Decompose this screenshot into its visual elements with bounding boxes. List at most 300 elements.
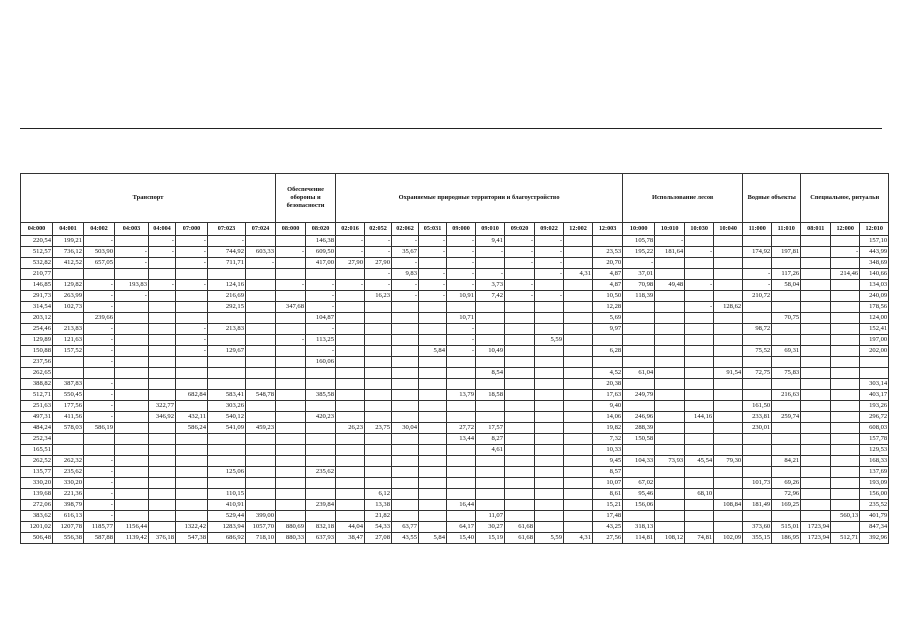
table-cell: 69,26 (772, 478, 801, 489)
table-row (21, 445, 889, 456)
table-cell (801, 324, 831, 335)
table-cell (276, 500, 306, 511)
table-cell: 262,65 (21, 368, 53, 379)
table-cell (246, 346, 276, 357)
table-cell: 385,58 (306, 390, 336, 401)
table-cell (655, 511, 685, 522)
table-cell (714, 412, 743, 423)
table-cell: 303,26 (208, 401, 246, 412)
table-cell (149, 467, 176, 478)
table-cell (801, 335, 831, 346)
table-cell: 157,78 (860, 434, 889, 445)
table-cell (392, 412, 419, 423)
table-cell: 199,21 (53, 236, 84, 247)
table-cell: 13,79 (447, 390, 476, 401)
table-cell: 506,48 (21, 533, 53, 544)
column-code: 02:062 (392, 223, 419, 236)
table-cell (564, 478, 593, 489)
table-cell: 637,93 (306, 533, 336, 544)
table-cell (276, 478, 306, 489)
table-cell (535, 445, 564, 456)
table-cell (685, 236, 714, 247)
table-cell (801, 500, 831, 511)
column-code: 04:000 (21, 223, 53, 236)
table-cell (564, 280, 593, 291)
table-cell: 347,68 (276, 302, 306, 313)
column-code: 11:000 (743, 223, 772, 236)
table-cell (306, 368, 336, 379)
table-cell (505, 269, 535, 280)
table-cell (392, 335, 419, 346)
table-cell (208, 478, 246, 489)
table-cell: 61,68 (505, 533, 535, 544)
table-cell: - (743, 280, 772, 291)
table-cell: 240,09 (860, 291, 889, 302)
table-cell: - (306, 291, 336, 302)
table-cell (714, 467, 743, 478)
table-cell (860, 357, 889, 368)
table-cell: - (476, 269, 505, 280)
table-cell: 392,96 (860, 533, 889, 544)
table-cell (593, 357, 623, 368)
table-cell: - (365, 236, 392, 247)
table-cell: 117,26 (772, 269, 801, 280)
column-code: 10:010 (655, 223, 685, 236)
table-cell: 178,56 (860, 302, 889, 313)
table-cell: - (392, 280, 419, 291)
table-cell: 5,84 (419, 346, 447, 357)
table-cell: - (743, 269, 772, 280)
table-cell (801, 478, 831, 489)
table-row (21, 335, 889, 346)
table-cell: 1201,02 (21, 522, 53, 533)
table-cell (801, 280, 831, 291)
table-cell (685, 346, 714, 357)
table-cell: 9,97 (593, 324, 623, 335)
table-cell (564, 368, 593, 379)
table-cell (564, 434, 593, 445)
table-cell (801, 401, 831, 412)
table-cell (772, 236, 801, 247)
table-cell: 137,69 (860, 467, 889, 478)
table-cell: - (505, 258, 535, 269)
table-cell (801, 489, 831, 500)
table-cell (276, 269, 306, 280)
table-cell: 512,71 (21, 390, 53, 401)
table-cell: 1057,70 (246, 522, 276, 533)
table-cell: 8,27 (476, 434, 505, 445)
table-cell: 160,06 (306, 357, 336, 368)
table-cell (535, 522, 564, 533)
table-cell: 21,82 (365, 511, 392, 522)
table-cell (535, 456, 564, 467)
table-cell: 75,83 (772, 368, 801, 379)
table-cell (115, 423, 149, 434)
table-cell (655, 478, 685, 489)
table-cell: 233,81 (743, 412, 772, 423)
table-cell (685, 291, 714, 302)
table-cell (772, 324, 801, 335)
table-cell (505, 368, 535, 379)
table-cell (505, 390, 535, 401)
table-cell (176, 489, 208, 500)
table-cell (246, 269, 276, 280)
table-cell (714, 379, 743, 390)
table-cell (505, 379, 535, 390)
table-cell: 43,55 (392, 533, 419, 544)
table-cell (392, 401, 419, 412)
table-cell (772, 258, 801, 269)
table-cell: - (84, 489, 115, 500)
table-cell: 4,52 (593, 368, 623, 379)
table-cell: 161,50 (743, 401, 772, 412)
table-cell: 9,40 (593, 401, 623, 412)
table-cell (623, 511, 655, 522)
table-cell (655, 368, 685, 379)
column-code: 07:000 (176, 223, 208, 236)
table-cell: 38,47 (336, 533, 365, 544)
table-cell: 174,92 (743, 247, 772, 258)
table-cell: - (336, 236, 365, 247)
table-cell: 254,46 (21, 324, 53, 335)
table-cell (115, 390, 149, 401)
table-cell (476, 324, 505, 335)
table-cell: - (392, 291, 419, 302)
table-cell: 1156,44 (115, 522, 149, 533)
table-cell (276, 511, 306, 522)
table-cell (447, 302, 476, 313)
table-cell (392, 346, 419, 357)
table-cell (176, 478, 208, 489)
table-cell: 213,83 (208, 324, 246, 335)
table-cell (535, 489, 564, 500)
table-cell: 3,73 (476, 280, 505, 291)
table-cell (831, 423, 860, 434)
table-cell: - (208, 236, 246, 247)
table-cell: 23,53 (593, 247, 623, 258)
table-cell (535, 500, 564, 511)
column-code: 04:003 (115, 223, 149, 236)
table-cell (655, 434, 685, 445)
table-cell (831, 456, 860, 467)
table-cell: 4,31 (564, 533, 593, 544)
table-cell: 8,61 (593, 489, 623, 500)
table-cell (505, 434, 535, 445)
table-cell: 129,67 (208, 346, 246, 357)
table-cell: - (176, 236, 208, 247)
table-cell (336, 445, 365, 456)
table-cell: 210,72 (743, 291, 772, 302)
table-cell (801, 357, 831, 368)
table-cell (743, 313, 772, 324)
table-cell (246, 500, 276, 511)
table-cell: 1139,42 (115, 533, 149, 544)
table-cell: 303,14 (860, 379, 889, 390)
table-cell (714, 247, 743, 258)
table-cell (447, 445, 476, 456)
table-cell (476, 258, 505, 269)
table-cell: - (306, 302, 336, 313)
table-cell: 121,63 (53, 335, 84, 346)
table-cell: 376,18 (149, 533, 176, 544)
table-cell: 146,85 (21, 280, 53, 291)
table-cell (476, 478, 505, 489)
table-cell: 556,38 (53, 533, 84, 544)
table-cell (306, 269, 336, 280)
table-cell (336, 324, 365, 335)
table-cell (149, 511, 176, 522)
table-cell: - (276, 335, 306, 346)
table-cell (535, 467, 564, 478)
table-cell (276, 412, 306, 423)
table-cell (714, 269, 743, 280)
table-cell (564, 412, 593, 423)
table-cell: 69,31 (772, 346, 801, 357)
table-cell: 235,52 (860, 500, 889, 511)
table-cell: 7,32 (593, 434, 623, 445)
table-cell (801, 379, 831, 390)
table-cell: 608,03 (860, 423, 889, 434)
table-cell (306, 434, 336, 445)
table-cell: 547,38 (176, 533, 208, 544)
table-cell (801, 258, 831, 269)
table-cell (53, 434, 84, 445)
table-cell: 314,54 (21, 302, 53, 313)
table-cell (685, 357, 714, 368)
table-cell: 157,10 (860, 236, 889, 247)
table-cell: - (505, 236, 535, 247)
table-cell (593, 236, 623, 247)
table-cell (535, 390, 564, 401)
data-table (20, 173, 889, 544)
table-cell: 104,33 (623, 456, 655, 467)
table-cell (685, 368, 714, 379)
table-cell (564, 390, 593, 401)
table-row (21, 346, 889, 357)
table-cell (535, 401, 564, 412)
table-cell: 181,64 (655, 247, 685, 258)
table-cell (623, 346, 655, 357)
table-cell: 168,33 (860, 456, 889, 467)
table-cell (476, 489, 505, 500)
table-cell (801, 456, 831, 467)
table-cell: 108,12 (655, 533, 685, 544)
table-cell (801, 467, 831, 478)
table-cell (246, 467, 276, 478)
table-cell: - (447, 324, 476, 335)
table-cell (831, 291, 860, 302)
table-cell: - (505, 247, 535, 258)
table-cell (714, 335, 743, 346)
table-cell: 237,56 (21, 357, 53, 368)
table-cell: 355,15 (743, 533, 772, 544)
table-cell (176, 357, 208, 368)
table-cell (276, 445, 306, 456)
table-cell (447, 357, 476, 368)
table-cell: 16,23 (365, 291, 392, 302)
table-cell (743, 390, 772, 401)
table-cell: - (84, 401, 115, 412)
table-cell: 420,23 (306, 412, 336, 423)
table-cell: 432,11 (176, 412, 208, 423)
table-cell (84, 445, 115, 456)
table-cell (714, 445, 743, 456)
table-cell: 134,03 (860, 280, 889, 291)
table-cell (392, 379, 419, 390)
table-cell (743, 434, 772, 445)
table-cell (685, 500, 714, 511)
table-cell (115, 368, 149, 379)
table-cell: 497,31 (21, 412, 53, 423)
table-cell (306, 478, 336, 489)
table-cell (176, 368, 208, 379)
table-cell (246, 280, 276, 291)
table-cell (149, 423, 176, 434)
table-cell (306, 423, 336, 434)
table-cell (801, 412, 831, 423)
table-cell: 16,44 (447, 500, 476, 511)
table-cell (772, 357, 801, 368)
table-cell: 202,00 (860, 346, 889, 357)
table-cell: - (685, 280, 714, 291)
table-cell (655, 346, 685, 357)
table-cell (772, 291, 801, 302)
table-cell (115, 489, 149, 500)
table-row (21, 401, 889, 412)
table-cell (365, 467, 392, 478)
column-code: 12:010 (860, 223, 889, 236)
table-cell (505, 478, 535, 489)
table-cell: - (685, 302, 714, 313)
table-cell: 387,83 (53, 379, 84, 390)
table-cell (685, 445, 714, 456)
table-cell: - (149, 236, 176, 247)
table-cell (447, 478, 476, 489)
table-cell (685, 258, 714, 269)
table-cell (564, 467, 593, 478)
table-cell: 27,08 (365, 533, 392, 544)
table-cell (714, 522, 743, 533)
table-cell (564, 247, 593, 258)
table-cell: 139,68 (21, 489, 53, 500)
table-cell (365, 313, 392, 324)
table-cell (365, 456, 392, 467)
table-cell (564, 522, 593, 533)
table-row (21, 269, 889, 280)
table-cell (392, 478, 419, 489)
table-cell: 410,91 (208, 500, 246, 511)
table-cell (336, 335, 365, 346)
table-cell: 220,54 (21, 236, 53, 247)
table-cell (564, 346, 593, 357)
table-cell (476, 467, 505, 478)
table-cell (208, 456, 246, 467)
table-cell (336, 390, 365, 401)
table-cell (149, 390, 176, 401)
table-cell (336, 379, 365, 390)
table-cell (246, 401, 276, 412)
table-cell (115, 357, 149, 368)
table-cell: 91,54 (714, 368, 743, 379)
table-cell: 193,09 (860, 478, 889, 489)
table-cell (149, 258, 176, 269)
table-cell (336, 478, 365, 489)
table-cell (831, 313, 860, 324)
table-cell (149, 379, 176, 390)
table-cell: 13,38 (365, 500, 392, 511)
table-cell (419, 379, 447, 390)
table-cell: 30,27 (476, 522, 505, 533)
table-cell: 61,04 (623, 368, 655, 379)
table-cell (176, 302, 208, 313)
table-cell: 1723,94 (801, 533, 831, 544)
table-cell: 532,82 (21, 258, 53, 269)
table-cell: - (84, 390, 115, 401)
table-cell (801, 269, 831, 280)
table-cell: 19,82 (593, 423, 623, 434)
table-cell (831, 280, 860, 291)
table-row (21, 467, 889, 478)
table-cell (419, 401, 447, 412)
table-cell (831, 335, 860, 346)
table-cell: 586,19 (84, 423, 115, 434)
table-cell (564, 489, 593, 500)
table-cell: 401,79 (860, 511, 889, 522)
table-cell: - (392, 236, 419, 247)
table-cell: 736,12 (53, 247, 84, 258)
table-cell (149, 445, 176, 456)
table-cell (392, 489, 419, 500)
column-code: 04:002 (84, 223, 115, 236)
table-cell: 398,79 (53, 500, 84, 511)
table-cell: 8,57 (593, 467, 623, 478)
table-cell (392, 390, 419, 401)
table-cell: - (447, 247, 476, 258)
table-cell: 23,75 (365, 423, 392, 434)
group-header: Транспорт (21, 174, 276, 223)
table-cell: 128,62 (714, 302, 743, 313)
table-cell (743, 456, 772, 467)
table-cell: 512,57 (21, 247, 53, 258)
table-cell (336, 511, 365, 522)
table-cell (714, 478, 743, 489)
table-cell: 10,07 (593, 478, 623, 489)
table-cell: - (84, 302, 115, 313)
table-row (21, 302, 889, 313)
table-cell (831, 500, 860, 511)
table-cell (176, 313, 208, 324)
table-cell: - (336, 280, 365, 291)
table-cell (276, 423, 306, 434)
table-cell: - (84, 335, 115, 346)
table-cell (505, 511, 535, 522)
table-cell (801, 423, 831, 434)
table-cell: - (419, 236, 447, 247)
table-cell (115, 346, 149, 357)
table-cell: - (447, 236, 476, 247)
table-cell: 195,22 (623, 247, 655, 258)
table-cell: 292,15 (208, 302, 246, 313)
table-cell (831, 489, 860, 500)
table-cell (505, 324, 535, 335)
table-cell (535, 379, 564, 390)
table-cell: 388,82 (21, 379, 53, 390)
table-cell: 9,41 (476, 236, 505, 247)
table-cell (276, 346, 306, 357)
table-cell (392, 511, 419, 522)
table-cell (246, 412, 276, 423)
table-cell (246, 302, 276, 313)
